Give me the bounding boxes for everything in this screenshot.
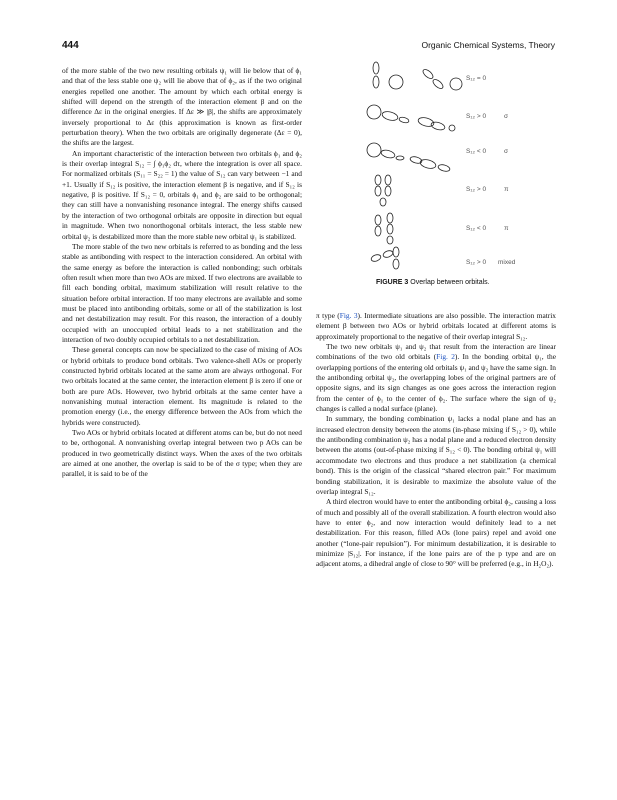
overlap-type: σ	[504, 113, 509, 120]
overlap-label: S₁₂ < 0	[466, 225, 487, 232]
figure-label: FIGURE 3	[376, 279, 409, 286]
orbital-pair-mixed	[370, 247, 399, 269]
orbital-diagram	[356, 60, 556, 275]
text-span: ). Intermediate situations are also possible. The interaction matrix element β between two AOs or hybrid orbitals located at different atoms is approximately proportional to the negative of their overlap integral S₁₂.	[316, 311, 557, 341]
overlap-label: S₁₂ > 0	[466, 113, 487, 120]
overlap-type: mixed	[498, 259, 516, 266]
overlap-type: σ	[504, 148, 509, 155]
figure-link[interactable]: Fig. 3	[339, 311, 358, 320]
left-column	[62, 66, 302, 480]
text-span: ). In the bonding orbital ψ₁, the overlapping portions of the entering old orbitals ψ₁ and ψ₂ have the same sign. In the antibonding orbital ψ₂, the overlapping lobes of the original partners are of opposite signs, and its sign changes as one goes across the interaction region from the center of ϕ₁ to the center of ϕ₂. The surface where the sign of ψ₂ changes is called a nodal surface (plane).	[316, 352, 556, 414]
paragraph: The more stable of the two new orbitals is referred to as bonding and the less stable as antibonding with respect to the interaction considered. An orbital with the same energy as before the interaction is called nonbonding; such orbitals often result when more than two AOs are mixed. If two electrons are available to fill each bonding orbital, maximum stabilization will result relative to the situation before orbital interaction. If too many electrons are available and some must be placed into antibonding orbitals, some or all of the stabilization is lost and net destabilization may result. For this reason, the interaction of a doubly occupied with an unoccupied orbital leads to a net stabilization and the interaction of two doubly occupied orbitals to a net destabilization.	[62, 241, 302, 344]
orbital-pair-sigma-negative	[367, 143, 451, 172]
overlap-label: S₁₂ > 0	[466, 259, 487, 266]
overlap-type: π	[504, 225, 509, 232]
overlap-label: S₁₂ < 0	[466, 148, 487, 155]
paragraph: Two AOs or hybrid orbitals located at different atoms can be, but do not need to be, orthogonal. A nonvanishing overlap integral between two p AOs can be produced in two geometrically distinct ways. When the axes of the two orbitals are aimed at one another, the overlap is said to be of the σ type; when they are parallel, it is said to be of the	[62, 428, 302, 479]
figure-caption-text: Overlap between orbitals.	[410, 279, 490, 286]
paragraph: A third electron would have to enter the antibonding orbital ϕ₂, causing a loss of much and possibly all of the overall stabilization. A fourth electron would also have to enter ϕ₂, and now interaction would definitely lead to a net destabilization. For this reason, filled AOs (lone pairs) repel and avoid one another (“lone-pair repulsion”). For minimum destabilization, it is desirable to minimize |S₁₂|. For instance, if the lone pairs are of the p type and are on adjacent atoms, a dihedral angle of close to 90° will be preferred (e.g., in H₂O₂).	[316, 497, 556, 569]
running-head: Organic Chemical Systems, Theory	[421, 40, 555, 50]
text-span: The two new orbitals ψ₁ and ψ₂ that result from the interaction are linear combinations of the two old orbitals (	[316, 342, 556, 362]
overlap-label: S₁₂ = 0	[466, 75, 487, 82]
overlap-type: π	[504, 186, 509, 193]
figure-caption	[376, 279, 490, 286]
paragraph: In summary, the bonding combination ψ₁ lacks a nodal plane and has an increased electron density between the atoms (in-phase mixing if S₁₂ > 0), while the antibonding combination ψ₂ has a nodal plane and a reduced electron density between the atoms (out-of-phase mixing if S₁₂ < 0). The bonding orbital ψ₁ will accommodate two electrons and thus produce a net stabilization (a chemical bond). This is the origin of the classical “shared electron pair.” For maximum bonding stabilization, it is desirable to maximize the absolute value of the overlap integral S₁₂.	[316, 414, 556, 496]
orbital-pair-pi-negative	[375, 213, 393, 244]
page-number: 444	[62, 40, 79, 51]
orbital-pair-sigma-positive	[367, 105, 455, 131]
overlap-label: S₁₂ > 0	[466, 186, 487, 193]
right-column	[316, 311, 556, 570]
paragraph	[316, 311, 556, 342]
paragraph: These general concepts can now be specialized to the case of mixing of AOs or hybrid orbitals to produce bond orbitals. Two valence-shell AOs or properly constructed hybrid orbitals located at the same atom are always orthogonal. For two orbitals located at the same center, the interaction element β is zero if one or both are pure AOs. However, two hybrid orbitals at the same center have a nonvanishing mutual interaction element. Its magnitude is related to the promotion energy (i.e., the energy difference between the AOs from which the hybrids were constructed).	[62, 345, 302, 427]
paragraph: of the more stable of the two new resulting orbitals ψ₁ will lie below that of ϕ₁ and that of the less stable one ψ₂ will lie above that of ϕ₂, as if the two original energies repelled one another. The amount by which each orbital energy is shifted will depend on the strength of the interaction element β and on the difference Δε in the original energies. If Δε ≫ |β|, the shifts are approximately inversely proportional to Δε (this approximation is known as first-order perturbation theory). When the two orbitals are originally degenerate (Δε = 0), the shifts are the largest.	[62, 66, 302, 148]
figure-link[interactable]: Fig. 2	[436, 352, 455, 362]
paragraph	[316, 342, 556, 414]
text-span: π type (	[316, 311, 340, 320]
orbital-pair-pi-positive	[375, 175, 391, 206]
orbital-pair-orthogonal	[373, 62, 462, 90]
paragraph: An important characteristic of the interaction between two orbitals ϕ₁ and ϕ₂ is their overlap integral S₁₂ = ∫ ϕ₁ϕ₂ dτ, where the integration is over all space. For normalized orbitals (S₁₁ = S₂₂ = 1) the value of S₁₂ can vary between −1 and +1. Usually if S₁₂ is positive, the interaction element β is negative, and if S₁₂ is negative, β is positive. If S₁₂ = 0, orbitals ϕ₁ and ϕ₂ are said to be orthogonal; they can still have a nonvanishing resonance integral. The energy shifts caused by the interaction of two orthogonal orbitals are opposite in direction but equal in magnitude. When two nonorthogonal orbitals interact, the less stable new orbital ψ₂ is destabilized more than the more stable new orbital ψ₁ is stabilized.	[62, 148, 302, 241]
orbital-overlap-figure	[356, 60, 556, 295]
